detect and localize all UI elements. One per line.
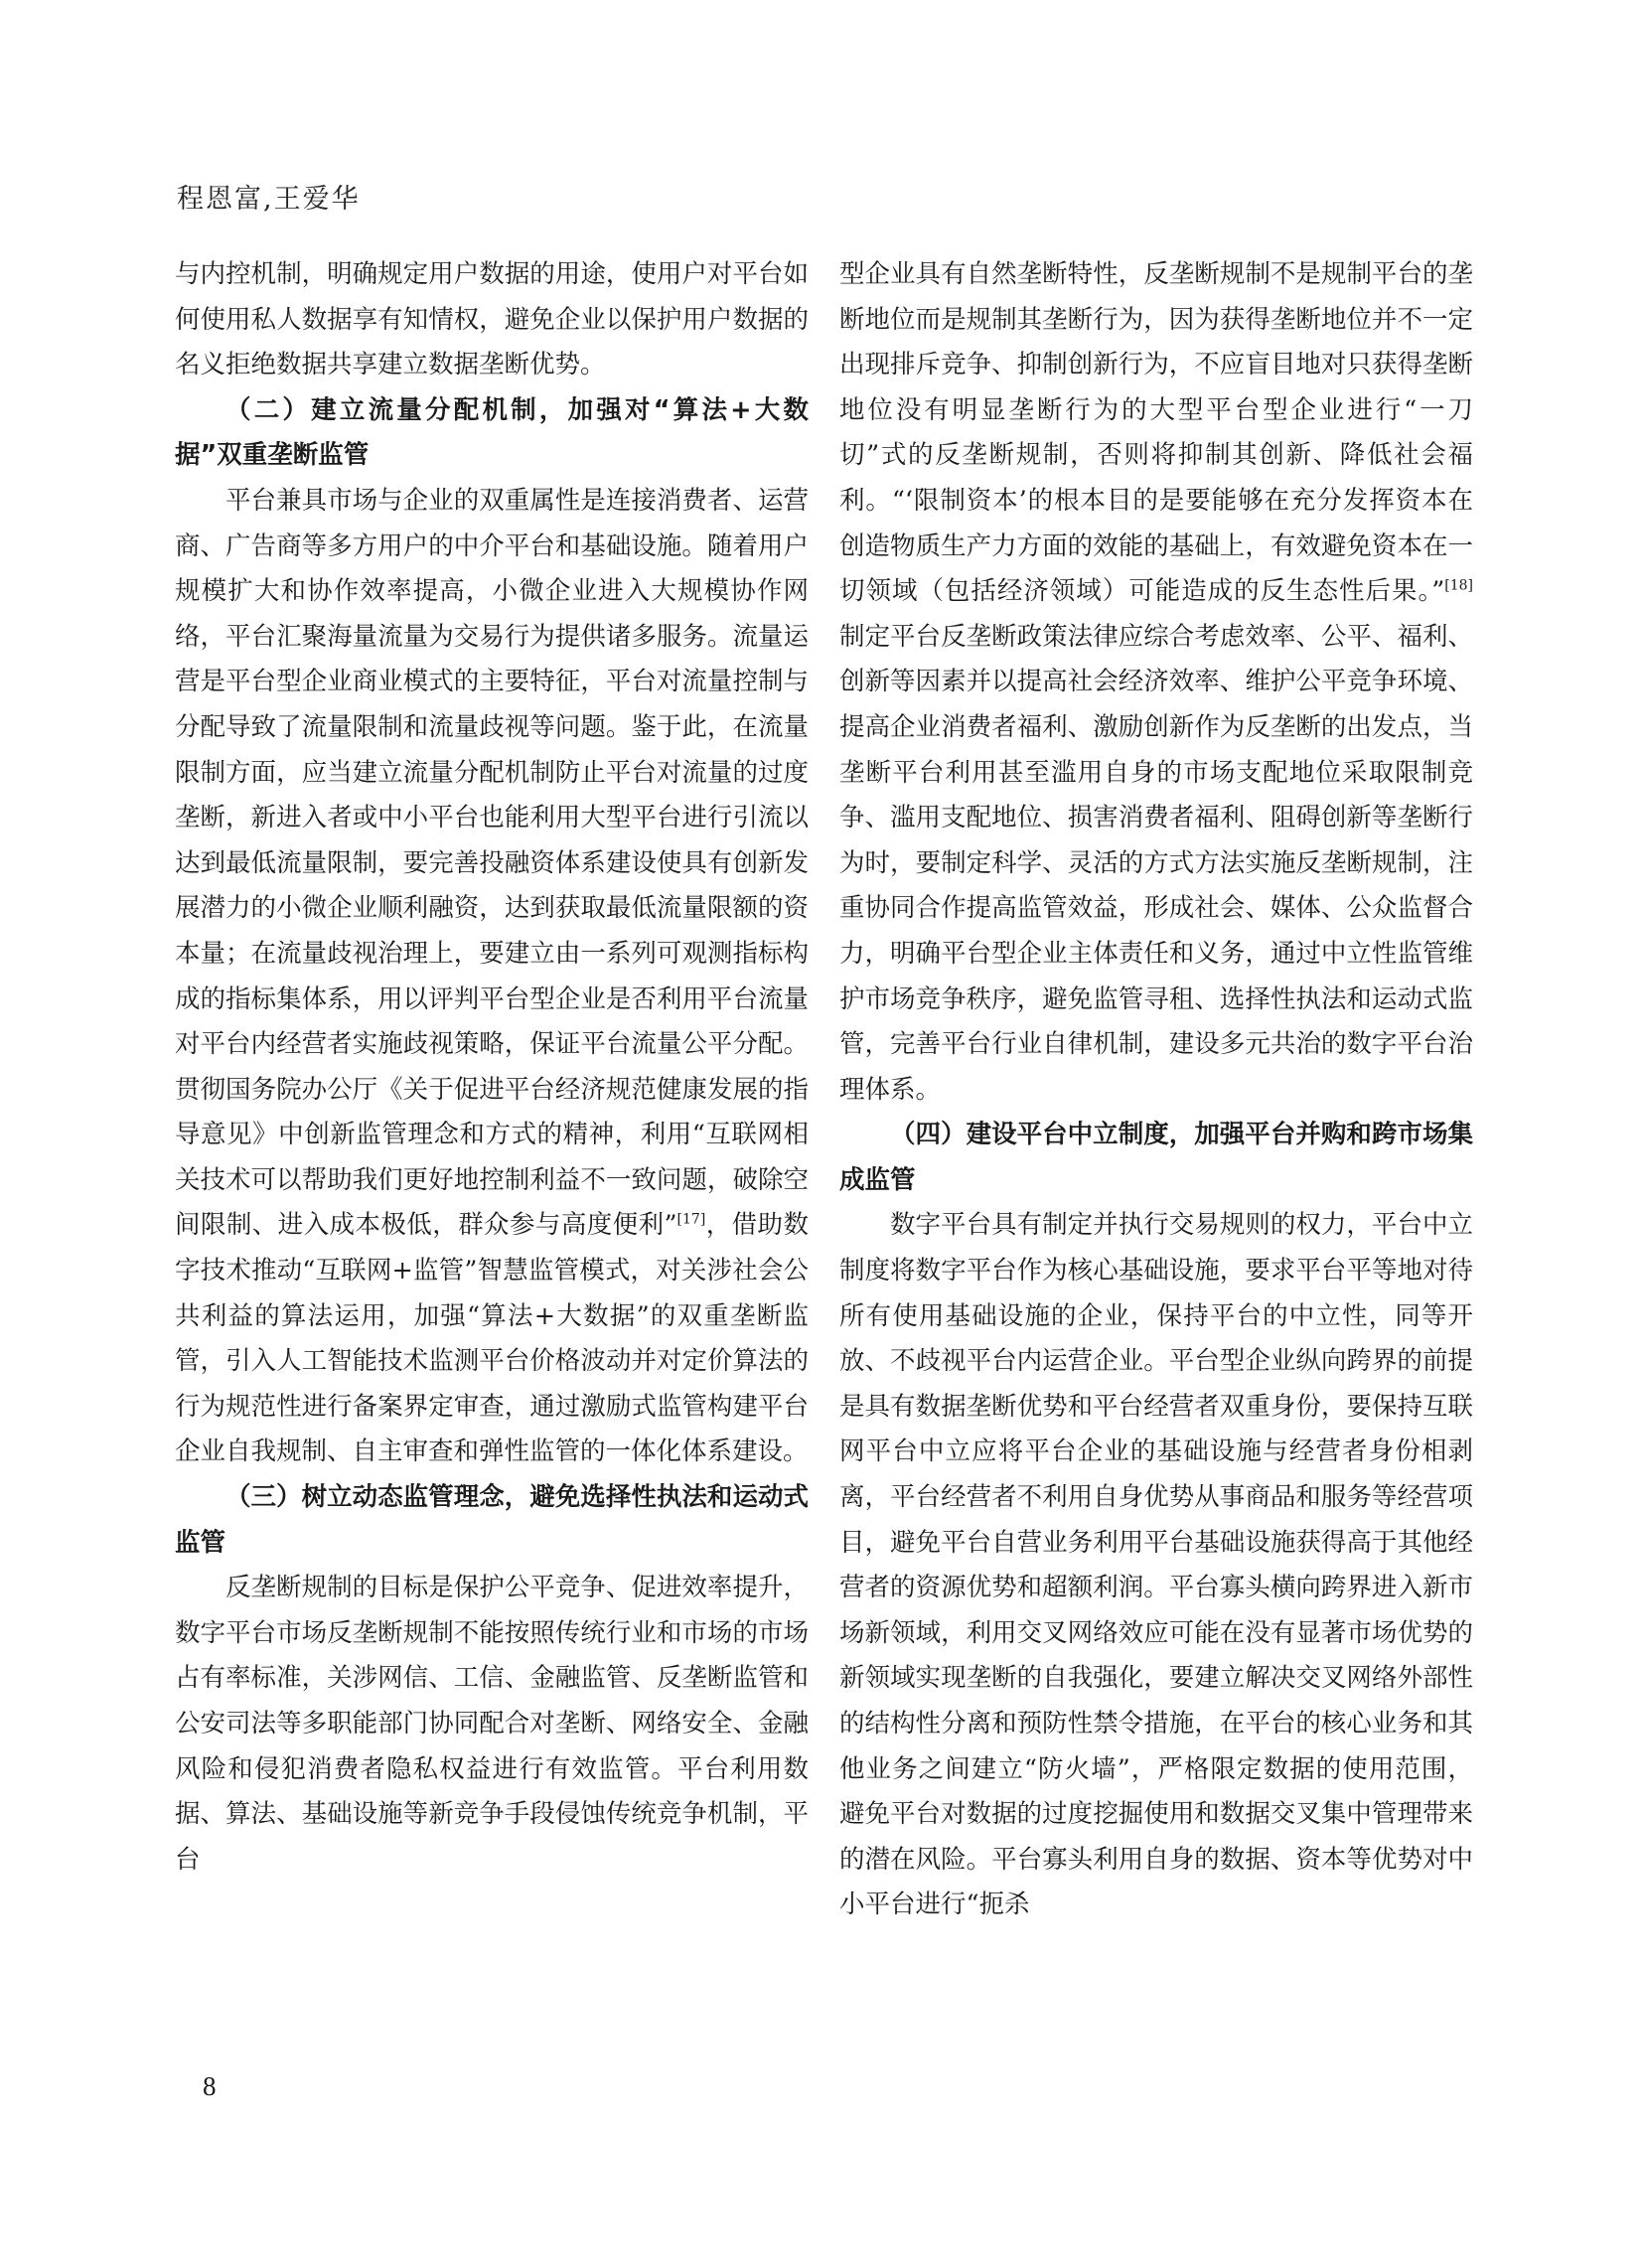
paragraph-dynamic-regulation: 反垄断规制的目标是保护公平竞争、促进效率提升，数字平台市场反垄断规制不能按照传统行业和市场的市场占有率标准，关涉网信、工信、金融监管、反垄断监管和公安司法等多职能部门协同配合对垄断、网络安全、金融风险和侵犯消费者隐私权益进行有效监管。平台利用数据、算法、基础设施等新竞争手段侵蚀传统竞争机制，平台 <box>175 1573 809 1875</box>
paragraph-text: ，借助数字技术推动“互联网+监管”智慧监管模式，对关涉社会公共利益的算法运用，加强“算法+大数据”的双重垄断监管，引入人工智能技术监测平台价格波动并对定价算法的行为规范性进行备案界定审查，通过激励式监管构建平台企业自我规制、自主审查和弹性监管的一体化体系建设。 <box>175 1210 809 1467</box>
left-column <box>175 252 809 1883</box>
citation-ref: [17] <box>676 1211 706 1228</box>
paragraph-continued: 与内控机制，明确规定用户数据的用途，使用户对平台如何使用私人数据享有知情权，避免企业以保护用户数据的名义拒绝数据共享建立数据垄断优势。 <box>175 259 809 380</box>
paragraph-continued <box>839 252 1473 1113</box>
citation-ref: [18] <box>1444 577 1473 594</box>
section-heading-2: （二）建立流量分配机制，加强对“算法+大数据”双重垄断监管 <box>175 394 809 471</box>
paragraph-text: 制定平台反垄断政策法律应综合考虑效率、公平、福利、创新等因素并以提高社会经济效率、维护公平竞争环境、提高企业消费者福利、激励创新作为反垄断的出发点，当垄断平台利用甚至滥用自身的市场支配地位采取限制竞争、滥用支配地位、损害消费者福利、阻碍创新等垄断行为时，要制定科学、灵活的方式方法实施反垄断规制，注重协同合作提高监管效益，形成社会、媒体、公众监督合力，明确平台型企业主体责任和义务，通过中立性监管维护市场竞争秩序，避免监管寻租、选择性执法和运动式监管，完善平台行业自律机制，建设多元共治的数字平台治理体系。 <box>839 621 1473 1105</box>
page-number: 8 <box>203 2071 217 2101</box>
paragraph-text: 平台兼具市场与企业的双重属性是连接消费者、运营商、广告商等多方用户的中介平台和基础设施。随着用户规模扩大和协作效率提高，小微企业进入大规模协作网络，平台汇聚海量流量为交易行为提供诸多服务。流量运营是平台型企业商业模式的主要特征，平台对流量控制与分配导致了流量限制和流量歧视等问题。鉴于此，在流量限制方面，应当建立流量分配机制防止平台对流量的过度垄断，新进入者或中小平台也能利用大型平台进行引流以达到最低流量限制，要完善投融资体系建设使具有创新发展潜力的小微企业顺利融资，达到获取最低流量限额的资本量；在流量歧视治理上，要建立由一系列可观测指标构成的指标集体系，用以评判平台型企业是否利用平台流量对平台内经营者实施歧视策略，保证平台流量公平分配。贯彻国务院办公厅《关于促进平台经济规范健康发展的指导意见》中创新监管理念和方式的精神，利用“互联网相关技术可以帮助我们更好地控制利益不一致问题，破除空间限制、进入成本极低，群众参与高度便利” <box>175 485 809 1241</box>
running-head-authors: 程恩富,王爱华 <box>177 184 361 215</box>
paragraph-platform-neutrality: 数字平台具有制定并执行交易规则的权力，平台中立制度将数字平台作为核心基础设施，要求平台平等地对待所有使用基础设施的企业，保持平台的中立性，同等开放、不歧视平台内运营企业。平台型企业纵向跨界的前提是具有数据垄断优势和平台经营者双重身份，要保持互联网平台中立应将平台企业的基础设施与经营者身份相剥离，平台经营者不利用自身优势从事商品和服务等经营项目，避免平台自营业务利用平台基础设施获得高于其他经营者的资源优势和超额利润。平台寡头横向跨界进入新市场新领域，利用交叉网络效应可能在没有显著市场优势的新领域实现垄断的自我强化，要建立解决交叉网络外部性的结构性分离和预防性禁令措施，在平台的核心业务和其他业务之间建立“防火墙”，严格限定数据的使用范围，避免平台对数据的过度挖掘使用和数据交叉集中管理带来的潜在风险。平台寡头利用自身的数据、资本等优势对中小平台进行“扼杀 <box>839 1210 1473 1920</box>
section-heading-4: （四）建设平台中立制度，加强平台并购和跨市场集成监管 <box>839 1120 1473 1195</box>
right-column <box>839 252 1473 1928</box>
paragraph-traffic-allocation <box>175 479 809 1475</box>
paragraph-text: 型企业具有自然垄断特性，反垄断规制不是规制平台的垄断地位而是规制其垄断行为，因为获得垄断地位并不一定出现排斥竞争、抑制创新行为，不应盲目地对只获得垄断地位没有明显垄断行为的大型平台型企业进行“一刀切”式的反垄断规制，否则将抑制其创新、降低社会福利。“‘限制资本’的根本目的是要能够在充分发挥资本在创造物质生产力方面的效能的基础上，有效避免资本在一切领域（包括经济领域）可能造成的反生态性后果。” <box>839 259 1473 607</box>
section-heading-3: （三）树立动态监管理念，避免选择性执法和运动式监管 <box>175 1482 809 1558</box>
